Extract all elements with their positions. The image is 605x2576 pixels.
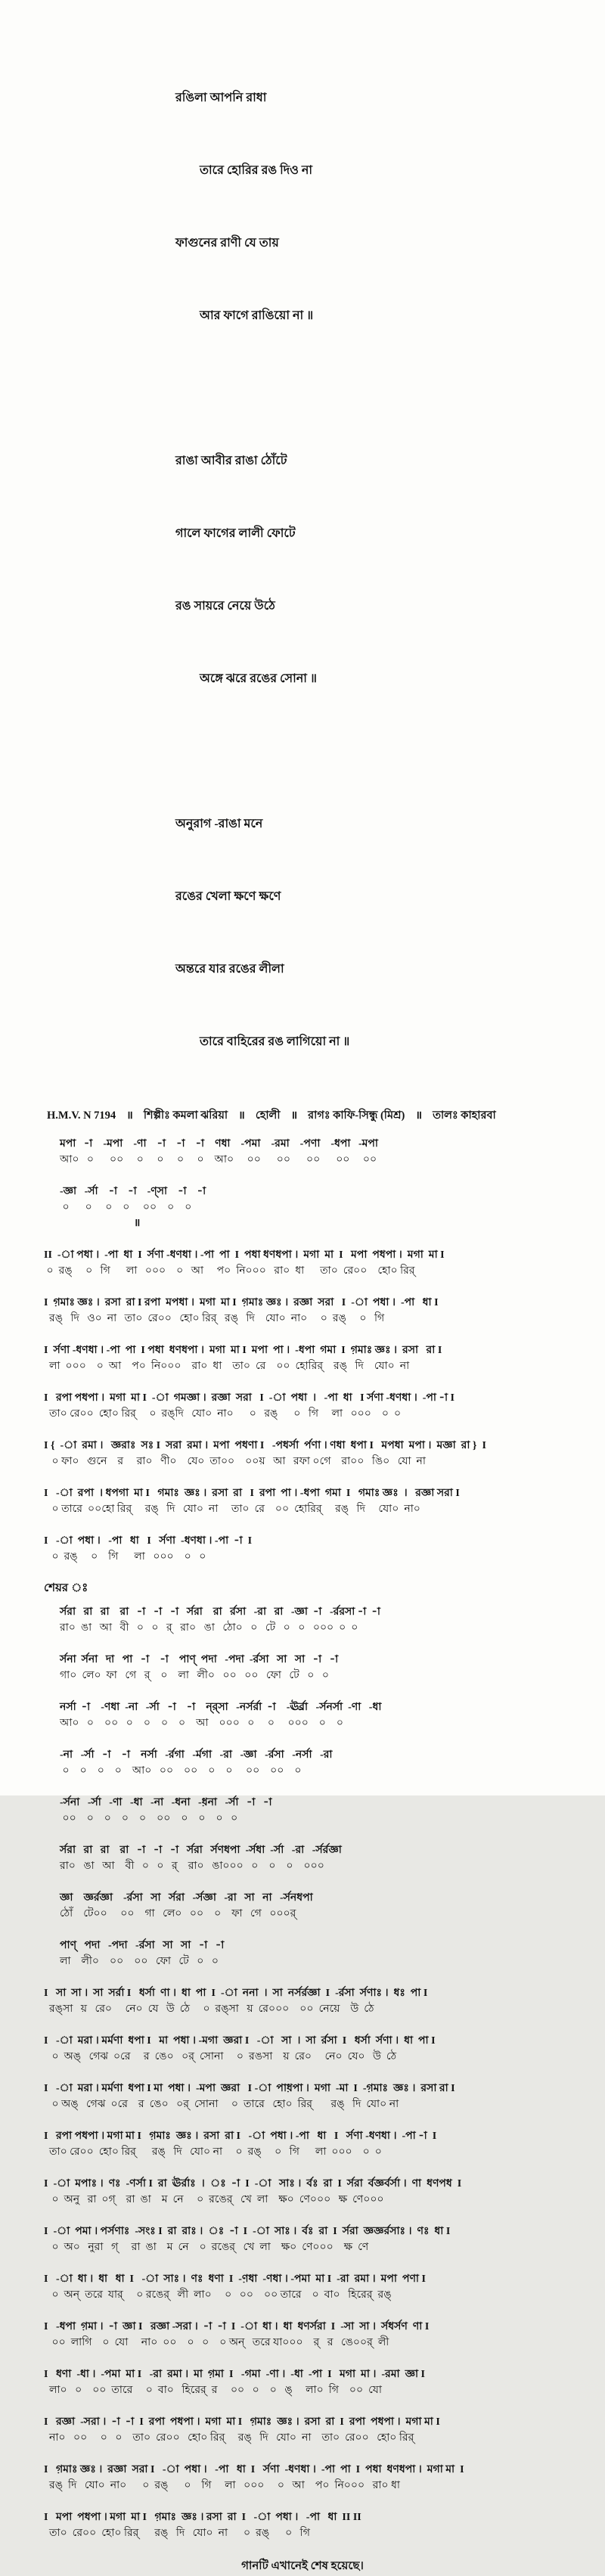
notes-line: নর্সা -া -ণধা -না -র্সা -া -া ন্র্সা -নর্সর্রা -া -ঊর্র্রা -র্সনর্সা -ণা -ধা (44, 1702, 382, 1713)
notes-line: I ধণা -ধা । -পমা মা I -রা রমা । মা গ়মা I -গমা -ণা । -ধা -পা I মগা মা । -রমা জ্ঞা I (44, 2369, 425, 2380)
notes-line: I -ধপা গ়মা । -া জ্ঞা I রজ্ঞা -সরা । -া -া I -া ধা । ধা ধণর্সরা I -সা সা । র্সধর্সণ ণা I (44, 2321, 430, 2332)
lyric-line: রঙের খেলা ক্ষণে ক্ষণে (175, 890, 281, 903)
bols-line: তা০ রে০০ হো০ রির্ রঙ্ দি যো০ না ০ রঙ্ ০ গি (44, 2528, 310, 2539)
bols-line: রা০ ঙা আ বী ০ ০ র্ রা০ ঙা০০০ ০ ০ ০ ০০০ (44, 1861, 324, 1872)
notes-line: জ্ঞা জ্ঞর্রজ্ঞা -র্রসা সা র্সরা -র্সজ্ঞা -রা সা না -র্সনধপা (44, 1892, 313, 1904)
notation-pair (44, 1390, 597, 1422)
artist-name: শিল্পীঃ কমলা ঝরিয়া (143, 1110, 228, 1122)
notation-pair (44, 1485, 597, 1517)
notes-line: I -া মরা । মর্মণা ধপা I মা পধা । -মপা জ্ঞরা I -া পাধ়পা । মগা -মা I -গ়মাঃ জ্ঞঃ । রসা রা I (44, 2083, 455, 2094)
bols-line: রঙ্ দি যো০ না০ ০ রঙ্ ০ গি লা ০০০ ০ আ প০ নি০০০ রা০ ধা (44, 2480, 400, 2491)
notation-pair (44, 2367, 597, 2398)
notes-line: I গ়মাঃ জ্ঞঃ । রজ্ঞা সরা I -া পধা । -পা ধা I র্সণা -ধণধা । -পা পা I পধা ধণধপা । মগা মা I (44, 2464, 464, 2475)
lyric-line (175, 743, 605, 761)
notation-pair (44, 2128, 597, 2160)
notes-line: I -া মপাঃ । ণঃ -ণর্সা I রা ঊর্রাঃ । ঃ -া I -া সাঃ । র্বঃ রা I র্সরা র্বজ্ঞর্বর্সা । ণা ধণপধ I (44, 2178, 462, 2190)
lyric-line: রঙ সায়রে নেয়ে উঠে (175, 600, 275, 613)
bols-line: ০ রঙ্ ০ গি লা ০০০ ০ ০ (44, 1551, 206, 1563)
notes-line: I মপা পধপা । মগা মা I গ়মাঃ জ্ঞঃ । রসা রা I -া পধা । -পা ধা II II (44, 2512, 361, 2523)
notation-pair (44, 2271, 597, 2303)
notes-line: পাণ্ পদা -পদা -র্রসা সা সা -া -া (44, 1940, 225, 1951)
notation-pair (44, 1247, 597, 1279)
bols-line: গা০ লে০ ফা গে র্ ০ লা লী০ ০০ ০০ ফো টে ০ ০ (44, 1670, 329, 1681)
separator: ॥ (415, 1110, 423, 1122)
notes-line: I রপা পধপা । মগা মা I গ়মাঃ জ্ঞঃ । রসা রা I -া পধা । -পা ধা I র্সণা -ধণধা । -পা -া I (44, 2131, 437, 2142)
separator: ॥ (126, 1110, 133, 1122)
notes-line: II -া পধা । -পা ধা I র্সণা -ধণধা । -পা পা I পধা ধণধপা । মগা মা I মপা পধপা । মগা মা I (44, 1249, 445, 1261)
notes-line: -জ্ঞা -র্সা -া -া -ণ্সা -া -া (44, 1186, 206, 1197)
notes-line: I -া মরা । মর্মণা ধপা I মা পধা । -মগা জ্ঞরা I -া সা । সা র্রসা I ধর্সা র্সণা । ধা পা I (44, 2035, 436, 2047)
notes-line: I -া পধা । -পা ধা I র্সণা -ধণধা । -পা -া I (44, 1535, 253, 1547)
section-end-mark: ॥ (44, 1218, 141, 1229)
bols-line: না০ ০০ ০ ০ তা০ রে০০ হো০ রির্ রঙ্ দি যো০ না তা০ রে০০ হো০ রির্ (44, 2432, 414, 2444)
notation-pair (44, 2509, 597, 2541)
notation-pair (44, 2081, 597, 2112)
bols-line: ০ অঙ্ গেঝ ০রে র ঙে০ ০র্ সোনা ০ রঙসা য় রে০ নে০ যে০ উ ঠে (44, 2051, 397, 2062)
notation-pair (44, 1747, 597, 1779)
lyric-line: অঙ্গে ঝরে রঙের সোনা ॥ (175, 672, 317, 685)
notation-pair (44, 2462, 597, 2494)
bols-line: রঙ্ দি ও০ না তা০ রে০০ হো০ রির্ রঙ্ দি যো০ না০ ০ রঙ্ ০ গি (44, 1313, 385, 1324)
notation-pair (44, 2414, 597, 2446)
bols-line: ঠোঁ টে০০ ০০ গা লে০ ০০ ০ ফা গে ০০০র্ (44, 1908, 296, 1920)
lyric-line: তারে হোরির রঙ দিও না (175, 164, 313, 177)
bols-line: ০ ০ ০ ০ ০০ ০ ০ (44, 1202, 192, 1213)
bols-line: তা০ রে০০ হো০ রির্ রঙ্ দি যো০ না ০ রঙ্ ০ গি লা ০০০ ০ ০ (44, 2146, 382, 2158)
bols-line: রঙ্‌সা য় রে০ নে০ যে উ ঠে ০ রঙ্‌সা য় রে০০০ ০০ নেয়ে উ ঠে (44, 2003, 374, 2015)
notation-pair (44, 1652, 597, 1684)
separator: ॥ (238, 1110, 245, 1122)
sher-heading: শেয়র ঃ (44, 1582, 88, 1594)
notation-pair (44, 1184, 597, 1231)
raga-name: রাগঃ কাফি-সিন্ধু (মিশ্র) (308, 1110, 405, 1122)
notes-line: -না -র্সা -া -া নর্সা -র্রগা -র্মগা -রা -জ্ঞা -র্রসা -নর্সা -রা (44, 1749, 333, 1761)
bols-line: ০ ফা০ গুনে র রা০ ণী০ যে০ তা০০ ০০য় আ রফা ০গে রা০০ ঙি০ যো না (44, 1456, 426, 1467)
bols-line: লা০ ০ ০০ তারে ০ বা০ হিরের্ র ০০ ০ ০ ঙ্ লা০ গি ০০ যো (44, 2385, 382, 2396)
taal-name: তালঃ কাহারবা (433, 1110, 496, 1122)
bols-line: লা ০০০ ০ আ প০ নি০০০ রা০ ধা তা০ রে ০০ হোরির্ রঙ্ দি যো০ না (44, 1361, 410, 1372)
notation-part-sher (44, 1604, 597, 2541)
bols-line: তা০ রে০০ হো০ রির্ ০ রঙ্‌দি যো০ না০ ০ রঙ্ ০ গি লা ০০০ ০ ০ (44, 1408, 402, 1420)
notation-pair (44, 1295, 597, 1327)
notation-pair (44, 1938, 597, 1969)
notes-line: -র্সনা -র্সা -ণা -ধা -না -ধনা -ধ়না -র্সা -া -া (44, 1797, 272, 1808)
lyric-line: আর ফাগে রাঙিয়ো না ॥ (175, 309, 314, 322)
catalog-number: H.M.V. N 7194 (47, 1110, 116, 1122)
lyric-line: রঙিলা আপনি রাধা (175, 92, 267, 104)
notation-pair (44, 2319, 597, 2351)
notation-pair (44, 1842, 597, 1874)
bols-line: আ০ ০ ০০ ০ ০ ০ ০ আ ০০০ ০ ০ ০০০ ০ ০ (44, 1718, 344, 1729)
bols-line: ০ অঙ্ গেঝ ০রে র ঙে০ ০র্ সোনা ০ তারে হো০ রির্ রঙ্ দি যো০ না (44, 2099, 399, 2110)
notation-pair (44, 1533, 597, 1565)
bols-line: ০ তারে ০০হো রির্ রঙ্ দি যো০ না তা০ রে ০০ হোরির্ রঙ্ দি যো০ না০ (44, 1504, 420, 1515)
lyric-line: রাঙা আবীর রাঙা ঠোঁটে (175, 455, 287, 467)
notes-line: র্সরা রা রা রা -া -া -া র্সরা র্সণধপা -র্সধা -র্সা -রা -র্সর্রজ্ঞা (44, 1845, 342, 1856)
record-header (47, 1107, 605, 1125)
notation-pair (44, 1890, 597, 1922)
notes-line: I গ়মাঃ জ্ঞঃ । রসা রা I রপা মপধা । মগা মা I গ়মাঃ জ্ঞঃ । রজ্ঞা সরা I -া পধা । -পা ধা I (44, 1297, 439, 1308)
notes-line: I সা সা । সা সর্রা I ধর্সা ণা । ধা পা I -া ননা । সা নর্সর্রজ্ঞা I -র্রসা র্সণাঃ । ধঃ পা I (44, 1988, 428, 1999)
notes-line: I রপা পধপা । মগা মা I -া গমজ্ঞা । রজ্ঞা সরা I -া পধা । -পা ধা I র্সণা -ধণধা । -পা -া I (44, 1392, 455, 1404)
notation-section (44, 1136, 597, 2541)
bols-line: আ০ ০ ০০ ০ ০ ০ ০ আ০ ০০ ০০ ০০ ০০ ০০ (44, 1154, 377, 1165)
lyric-line: তারে বাহিরের রঙ লাগিয়ো না ॥ (175, 1035, 350, 1048)
notes-line: র্সনা র্সনা দা পা -া -া পাণ্ পদা -পদা -র্রসা সা সা -া -া (44, 1654, 339, 1665)
notation-pair (44, 1699, 597, 1731)
notation-pair (44, 2224, 597, 2255)
lyric-line: অন্তরে যার রঙের লীলা (175, 963, 284, 976)
separator: ॥ (290, 1110, 298, 1122)
notation-part-sthayi (44, 1136, 597, 1565)
notes-line: মপা -া -মপা -ণা -া -া -া ণধা -পমা -রমা -পণা -ধপা -মপা (44, 1138, 378, 1150)
bols-line: ০০ ০ ০ ০ ০ ০০ ০ ০ ০ ০ (44, 1813, 238, 1824)
notation-pair (44, 2033, 597, 2065)
notes-line: I -া রপা । ধপগা মা I গমাঃ জ্ঞঃ । রসা রা I রপা পা । -ধপা গমা I গমাঃ জ্ঞঃ । রজ্ঞা সরা I (44, 1488, 460, 1499)
song-genre: হোলী (255, 1110, 281, 1122)
bols-line: ০০ লাগি ০ যো না০ ০০ ০ ০ ০ অন্ তরে যা০০০ র্ র ঙে০০র্ লী (44, 2337, 389, 2348)
closing-note: গানটি এখানেই শেষ হয়েছে। (241, 2560, 364, 2572)
notes-line: I -া পমা । পর্সণাঃ -সংঃ I রা রাঃ । ঃ -া I -া সাঃ । র্বঃ রা I র্সরা জ্ঞজ্ঞর্রসাঃ । ণঃ ধা I (44, 2226, 451, 2237)
notation-pair (44, 1985, 597, 2017)
notes-line: I -া ধা । ধা ধা I -া সাঃ । ণঃ ধণা I -ণ়ধা -ণধা । -পমা মা I -রা রমা । মপা পণা I (44, 2273, 426, 2285)
lyric-line: গালে ফাগের লালী ফোটে (175, 527, 296, 540)
lyric-line (175, 380, 605, 398)
bols-line: ০ অ০ নুরা গ্ রা ঙা ম নে ০ রঙের্ খে লা ক্ষ০ ণে০০০ ক্ষ ণে (44, 2242, 369, 2253)
notes-line: I রজ্ঞা -সরা । -া -া I রপা পধপা । মগা মা I গ়মাঃ জ্ঞঃ । রসা রা I রপা পধপা । মগা মা I (44, 2416, 440, 2428)
bols-line: ০ অনু রা ০গ্ রা ঙা ম নে ০ রঙের্ খে লা ক্ষ০ ণে০০০ ক্ষ ণে০০০ (44, 2194, 384, 2205)
notes-line: I র্সণা -ধণধা । -পা পা I পধা ধণধপা । মগা মা I মপা পা । -ধপা গমা I গ়মাঃ জ্ঞঃ । রসা রা I (44, 1345, 442, 1356)
notes-line: র্সরা রা রা রা -া -া -া র্সরা রা র্রসা -রা রা -জ্ঞা -া -র্ররসা -া -া (44, 1606, 380, 1618)
notation-pair (44, 1342, 597, 1374)
bols-line: ০ অন্ তরে যার্ ০ রঙের্ লী লা০ ০ ০০ ০০ তারে ০ বা০ হিরের্ রঙ্ (44, 2289, 392, 2301)
notes-line: I { -া রমা । জ্ঞরাঃ সঃ I সরা রমা । মপা পধণা I -পধর্সা র্পণা । ণধা ধপা I মপধা মপা । মজ্ঞা রা } I (44, 1440, 486, 1451)
notation-pair (44, 1795, 597, 1826)
lyrics-block (175, 0, 605, 1088)
notation-pair (44, 2176, 597, 2208)
bols-line: ০ রঙ্ ০ গি লা ০০০ ০ আ প০ নি০০০ রা০ ধা তা০ রে০০ হো০ রির্ (44, 1265, 415, 1277)
notation-pair (44, 1438, 597, 1470)
bols-line: রা০ ঙা আ বী ০ ০ র্ রা০ ঙা ঠো০ ০ টে ০ ০ ০০০ ০ ০ (44, 1622, 358, 1634)
bols-line: লা লী০ ০০ ০০ ফো টে ০ ০ (44, 1956, 219, 1967)
notation-pair (44, 1604, 597, 1636)
bols-line: ০ ০ ০ ০ আ০ ০০ ০০ ০ ০ ০০ ০০ ০ (44, 1765, 302, 1777)
notation-pair (44, 1136, 597, 1168)
lyric-line: ফাগুনের রাণী যে তায় (175, 237, 279, 250)
lyric-line: অনুরাগ -রাঙা মনে (175, 818, 263, 830)
